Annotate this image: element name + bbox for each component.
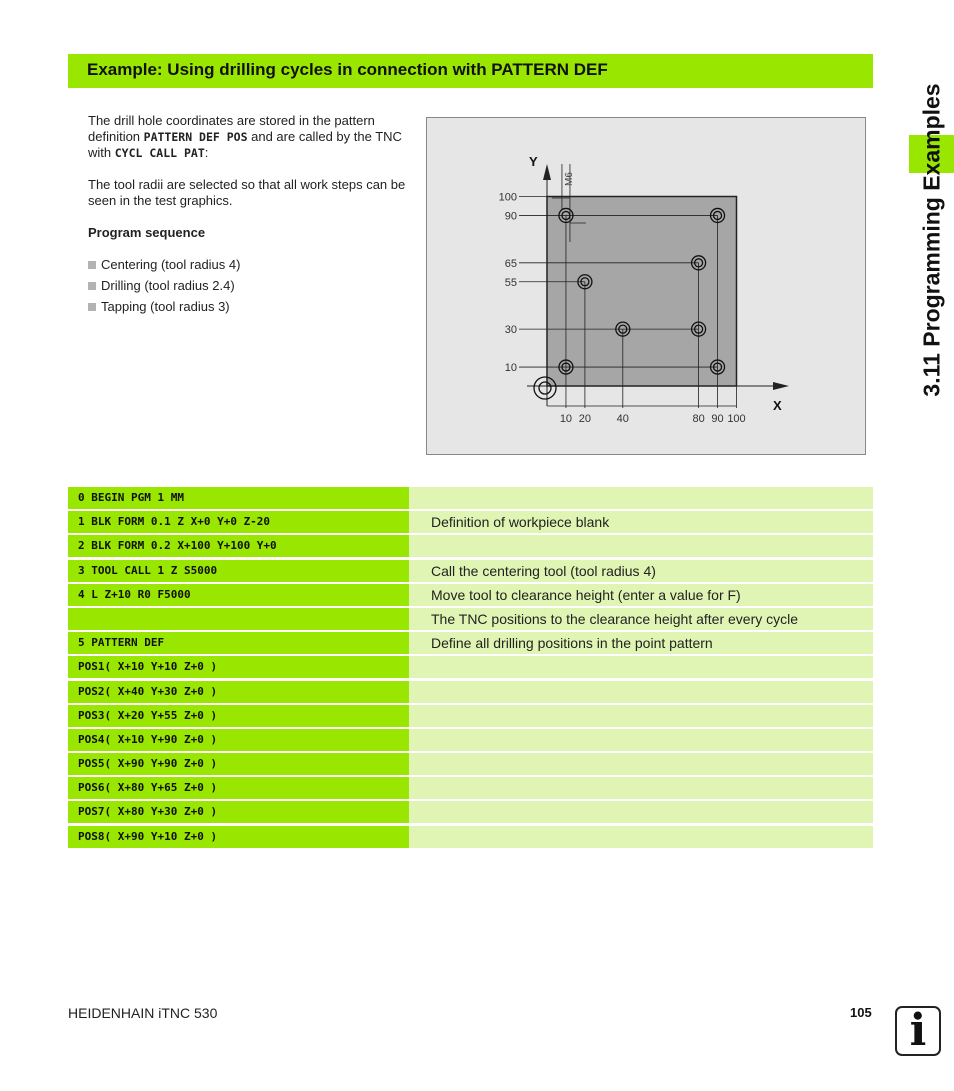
x-tick-label: 80 (692, 413, 705, 425)
program-row (68, 681, 873, 703)
description-cell: The TNC positions to the clearance height after every cycle (409, 608, 873, 630)
bullet-square-icon (88, 303, 96, 311)
y-tick-label: 65 (504, 257, 517, 270)
list-item (88, 278, 408, 294)
intro-text-part: : (204, 145, 209, 160)
description-cell: Move tool to clearance height (enter a value for F) (409, 584, 873, 606)
workpiece-blank (547, 197, 737, 387)
program-listing (68, 487, 873, 850)
info-icon-glyph: i (909, 1005, 927, 1056)
x-tick-label: 10 (559, 413, 573, 425)
nc-code-cell: POS6( X+80 Y+65 Z+0 ) (68, 777, 409, 799)
page-number: 105 (850, 1005, 872, 1020)
intro-text (88, 113, 408, 320)
x-axis-label: X (773, 398, 782, 413)
nc-code-cell: POS1( X+10 Y+10 Z+0 ) (68, 656, 409, 678)
description-cell (409, 777, 873, 799)
list-item (88, 257, 408, 273)
thread-label: M6 (563, 172, 575, 186)
program-row (68, 826, 873, 848)
nc-code-cell: 1 BLK FORM 0.1 Z X+0 Y+0 Z-20 (68, 511, 409, 533)
section-title: Example: Using drilling cycles in connection with PATTERN DEF (87, 60, 608, 79)
list-item-label: Drilling (tool radius 2.4) (101, 278, 235, 293)
y-tick-label: 90 (504, 210, 517, 223)
description-cell: Definition of workpiece blank (409, 511, 873, 533)
program-row (68, 487, 873, 509)
datum-symbol-inner-icon (539, 382, 551, 394)
description-cell (409, 826, 873, 848)
y-axis-label: Y (529, 154, 538, 169)
nc-code-cell: POS2( X+40 Y+30 Z+0 ) (68, 681, 409, 703)
program-row (68, 535, 873, 557)
bullet-square-icon (88, 282, 96, 290)
program-row (68, 801, 873, 823)
nc-code-cell: 3 TOOL CALL 1 Z S5000 (68, 560, 409, 582)
x-tick-label: 40 (616, 413, 629, 425)
list-item-label: Centering (tool radius 4) (101, 257, 241, 272)
chapter-side-title: 3.11 Programming Examples (918, 83, 945, 397)
program-sequence-list (88, 257, 408, 315)
intro-text-part: and are called by the TNC with (88, 129, 402, 160)
program-row (68, 656, 873, 678)
x-tick-label: 90 (711, 413, 724, 425)
description-cell (409, 681, 873, 703)
nc-code-cell: POS8( X+90 Y+10 Z+0 ) (68, 826, 409, 848)
nc-code-cell: POS4( X+10 Y+90 Z+0 ) (68, 729, 409, 751)
program-row (68, 560, 873, 582)
y-tick-label: 100 (498, 191, 517, 204)
x-tick-label: 100 (727, 413, 746, 425)
x-tick-label: 20 (578, 413, 592, 425)
nc-code-cell: 0 BEGIN PGM 1 MM (68, 487, 409, 509)
list-item (88, 299, 408, 315)
nc-code-cell: 2 BLK FORM 0.2 X+100 Y+100 Y+0 (68, 535, 409, 557)
drawing-canvas (427, 118, 865, 454)
x-axis-arrow-icon (773, 382, 789, 390)
datum-symbol-icon (534, 377, 556, 399)
program-row (68, 729, 873, 751)
description-cell (409, 535, 873, 557)
y-axis-arrow-icon (543, 164, 551, 180)
workpiece-drawing (426, 117, 866, 455)
intro-paragraph-1 (88, 113, 408, 161)
description-cell (409, 729, 873, 751)
nc-code-cell: 5 PATTERN DEF (68, 632, 409, 654)
y-tick-label: 55 (504, 276, 517, 289)
nc-code-cell: 4 L Z+10 R0 F5000 (68, 584, 409, 606)
nc-code-cell: POS7( X+80 Y+30 Z+0 ) (68, 801, 409, 823)
program-row (68, 608, 873, 630)
description-cell (409, 656, 873, 678)
program-row (68, 584, 873, 606)
list-item-label: Tapping (tool radius 3) (101, 299, 230, 314)
description-cell (409, 705, 873, 727)
program-row (68, 632, 873, 654)
nc-code-cell: POS5( X+90 Y+90 Z+0 ) (68, 753, 409, 775)
intro-paragraph-2: The tool radii are selected so that all work steps can be seen in the test graphics. (88, 177, 406, 208)
description-cell (409, 801, 873, 823)
description-cell (409, 753, 873, 775)
program-row (68, 511, 873, 533)
code-cycl-call-pat: CYCL CALL PAT (114, 146, 205, 160)
program-row (68, 705, 873, 727)
y-tick-label: 30 (504, 324, 517, 337)
footer-manual-name: HEIDENHAIN iTNC 530 (68, 1005, 218, 1021)
description-cell: Call the centering tool (tool radius 4) (409, 560, 873, 582)
program-sequence-heading: Program sequence (88, 225, 206, 240)
program-row (68, 777, 873, 799)
description-cell (409, 487, 873, 509)
intro-text-part: The drill hole coordinates are stored in the pattern definition (88, 113, 375, 144)
code-pattern-def-pos: PATTERN DEF POS (143, 130, 248, 144)
program-row (68, 753, 873, 775)
section-title-bar (68, 54, 873, 88)
nc-code-cell: POS3( X+20 Y+55 Z+0 ) (68, 705, 409, 727)
description-cell: Define all drilling positions in the point pattern (409, 632, 873, 654)
nc-code-cell (68, 608, 409, 630)
info-icon (895, 1006, 941, 1056)
y-tick-label: 10 (504, 362, 517, 375)
bullet-square-icon (88, 261, 96, 269)
